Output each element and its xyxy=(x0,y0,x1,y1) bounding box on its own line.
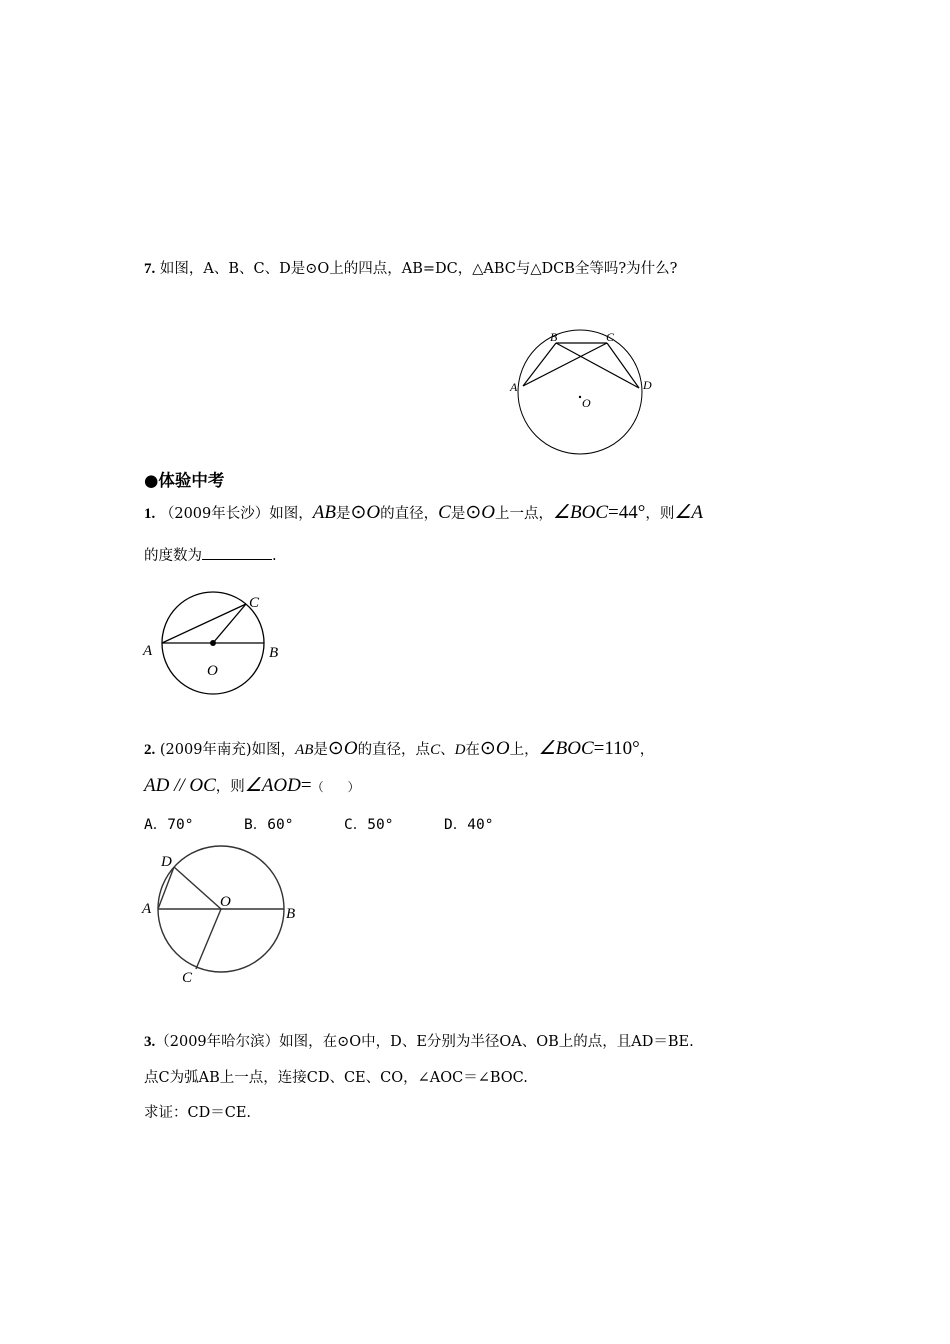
p1-ab: AB xyxy=(312,502,336,523)
p2-t3: 在 xyxy=(465,742,480,758)
q7-label-a: A xyxy=(510,380,518,394)
p2-choice-a: A．70° xyxy=(144,817,194,833)
p2-radius-oc xyxy=(196,909,221,969)
p2-choice-d: D．40° xyxy=(444,817,494,833)
p2-o2: O xyxy=(495,738,510,759)
p1-c: C xyxy=(438,502,451,523)
p1-value: =44° xyxy=(608,502,646,523)
p3-line2: 点C为弧AB上一点，连接CD、CE、CO，∠AOC＝∠BOC. xyxy=(144,1070,528,1086)
p2-t4: 上， xyxy=(509,742,539,758)
p2-d: D xyxy=(454,742,466,758)
p1-line2-text: 的度数为 xyxy=(144,548,202,564)
p2-t2: 的直径，点 xyxy=(357,742,431,758)
p1-angle-a: ∠A xyxy=(674,502,703,523)
p2-label-a: A xyxy=(142,901,152,917)
p2-segment-do xyxy=(174,867,221,909)
p2-label-b: B xyxy=(286,906,296,922)
p2-odot2: ⊙ xyxy=(479,738,496,759)
q7-label-d: D xyxy=(643,378,652,392)
p2-sep: 、 xyxy=(440,742,455,758)
p2-source: (2009年南充)如图， xyxy=(159,742,296,758)
q7-label-o: O xyxy=(582,396,591,410)
p1-t1: 是 xyxy=(335,506,351,522)
p2-odot1: ⊙ xyxy=(327,738,344,759)
p1-odot1: ⊙ xyxy=(350,502,367,523)
p2-label-c: C xyxy=(182,970,193,986)
p1-o1: O xyxy=(366,502,381,523)
p1-t5: ，则 xyxy=(645,506,675,522)
p2-paren: （ ） xyxy=(311,780,360,794)
q7-label-c: C xyxy=(606,330,615,344)
p1-t2: 的直径， xyxy=(380,506,439,522)
p2-number: 2. xyxy=(144,742,156,758)
p1-o2: O xyxy=(481,502,495,523)
p3-line3: 求证：CD＝CE. xyxy=(144,1105,252,1121)
p2-t6: ，则 xyxy=(215,779,245,795)
p1-angle: ∠BOC xyxy=(552,502,609,523)
p2-parallel: AD // OC xyxy=(144,775,216,796)
p2-angle-aod: ∠AOD xyxy=(244,775,301,796)
p2-eq: = xyxy=(300,775,312,796)
p2-value: =110° xyxy=(593,738,640,759)
p1-number: 1. xyxy=(144,506,156,522)
p2-label-o: O xyxy=(220,894,231,910)
p2-t1: 是 xyxy=(313,742,328,758)
q7-number: 7. xyxy=(144,261,156,277)
p2-o1: O xyxy=(343,738,358,759)
p3-line1-text: （2009年哈尔滨）如图，在⊙O中，D、E分别为半径OA、OB上的点，且AD＝BE. xyxy=(155,1034,694,1050)
section-title: 体验中考 xyxy=(158,471,225,490)
p2-label-d: D xyxy=(161,854,172,870)
p1-label-a: A xyxy=(143,643,153,659)
p1-t3: 是 xyxy=(450,506,466,522)
p1-odot2: ⊙ xyxy=(465,502,482,523)
p2-c: C xyxy=(430,742,441,758)
p1-label-o: O xyxy=(207,663,218,679)
p2-choice-b: B．60° xyxy=(244,817,294,833)
p1-t4: 上一点， xyxy=(494,506,553,522)
p2-angle: ∠BOC xyxy=(538,738,594,759)
p2-t5: ， xyxy=(639,742,655,758)
p2-ab: AB xyxy=(295,742,314,758)
p1-label-b: B xyxy=(269,645,279,661)
p3-number: 3. xyxy=(144,1034,156,1050)
p3-line1 xyxy=(144,1032,694,1052)
p2-choice-c: C．50° xyxy=(344,817,394,833)
q7-text: 如图，A、B、C、D是⊙O上的四点，AB=DC，△ABC与△DCB全等吗?为什么? xyxy=(159,261,678,277)
p1-source: （2009年长沙）如图， xyxy=(159,506,313,522)
section-bullet: ● xyxy=(144,471,159,490)
p1-end: . xyxy=(272,548,277,564)
p1-label-c: C xyxy=(249,595,260,611)
q7-label-b: B xyxy=(550,330,558,344)
p2-chord-ad xyxy=(158,867,174,909)
